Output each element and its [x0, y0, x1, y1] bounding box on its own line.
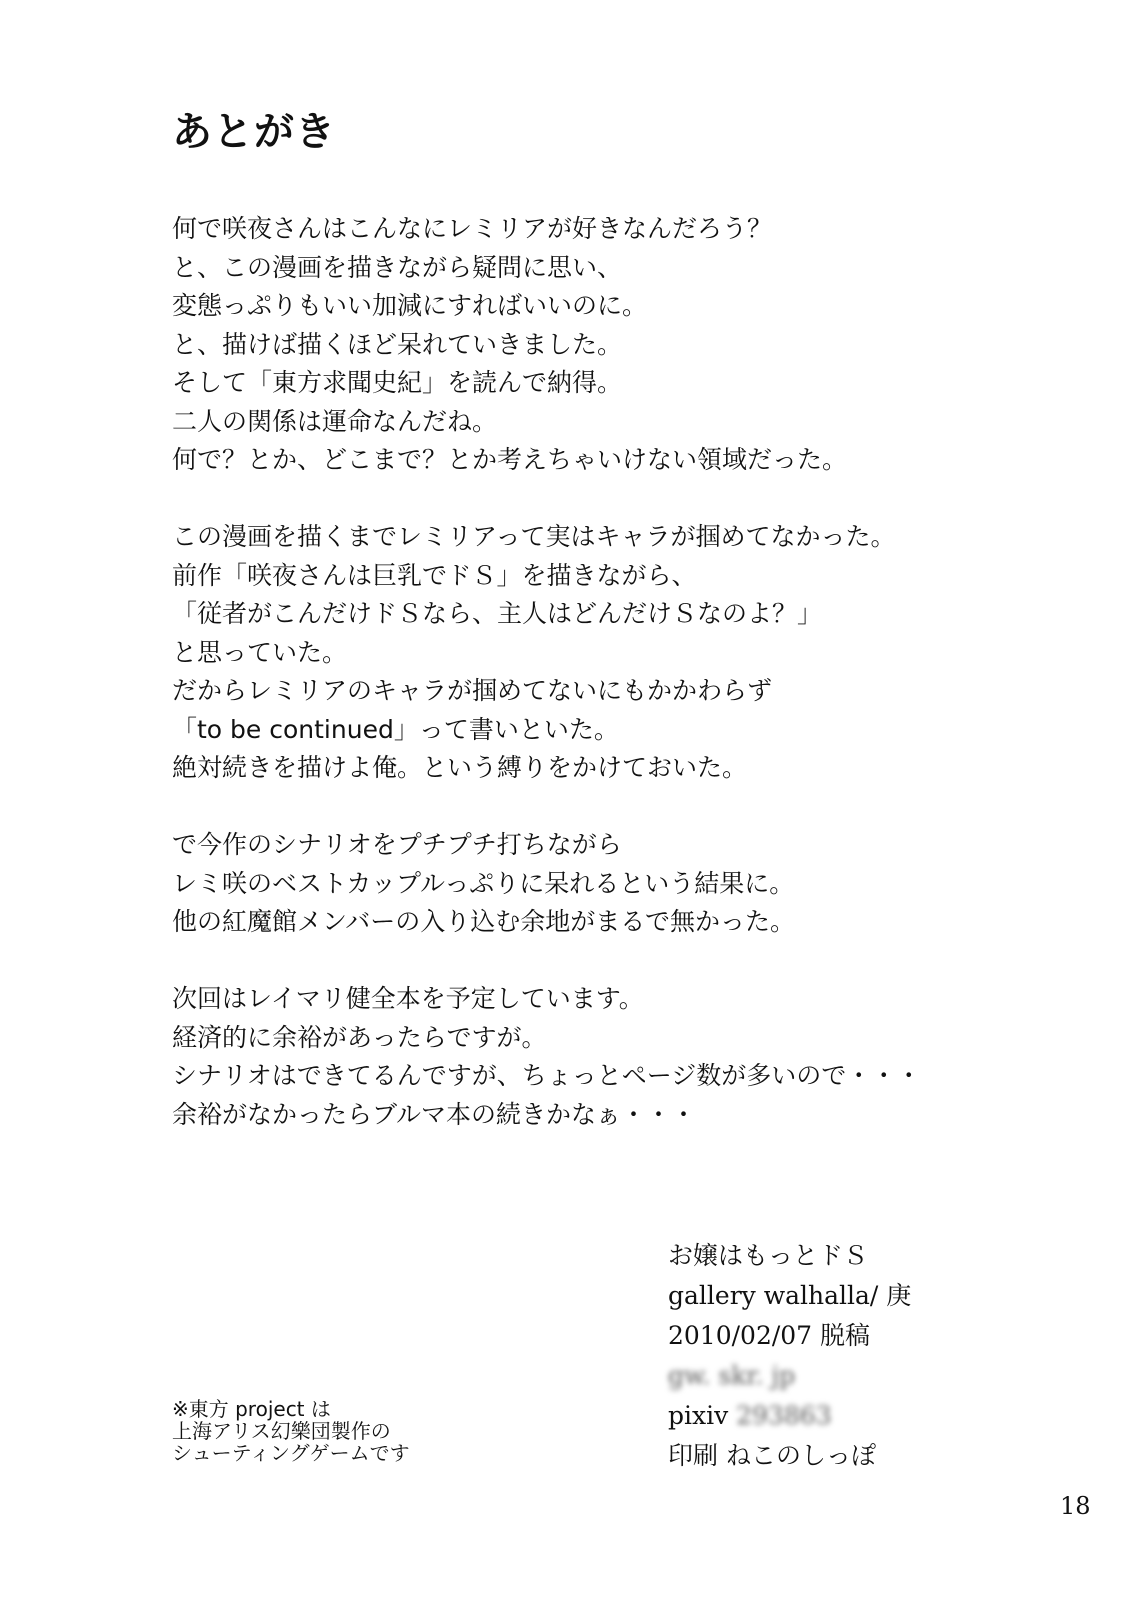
website-url: gw. skr. jp	[668, 1361, 796, 1390]
text-line: 経済的に余裕があったらですが。	[172, 1022, 547, 1052]
text-line: と、この漫画を描きながら疑問に思い、	[172, 252, 623, 282]
circle-name: gallery walhalla/ 庚	[668, 1281, 912, 1310]
colophon	[668, 1236, 911, 1476]
text-line: 他の紅魔館メンバーの入り込む余地がまるで無かった。	[172, 907, 796, 936]
text-line: 「従者がこんだけドＳなら、主人はどんだけＳなのよ？」	[172, 599, 823, 628]
afterword-body	[172, 210, 1072, 1173]
text-line: レミ咲のベストカップルっぷりに呆れるという結果に。	[172, 868, 795, 898]
text-line: 何で？とか、どこまで？とか考えちゃいけない領域だった。	[172, 445, 848, 474]
afterword-title: あとがき	[172, 109, 336, 155]
pixiv-label: pixiv	[668, 1401, 729, 1430]
pixiv-id: 293863	[736, 1401, 832, 1430]
note-line: ※東方 project は	[172, 1397, 331, 1421]
book-title: お嬢はもっとドＳ	[668, 1241, 869, 1270]
text-line: 余裕がなかったらブルマ本の続きかなぁ・・・	[172, 1099, 697, 1129]
text-line: 何で咲夜さんはこんなにレミリアが好きなんだろう？	[172, 214, 773, 243]
pixiv-line	[668, 1396, 911, 1436]
text-line: 変態っぷりもいい加減にすればいいのに。	[172, 291, 648, 320]
text-line: 「to be continued」って書いといた。	[172, 714, 619, 744]
copyright-note	[172, 1398, 410, 1464]
text-line: 二人の関係は運命なんだね。	[172, 406, 498, 436]
paragraph	[172, 980, 1072, 1134]
page-number: 18	[1060, 1492, 1091, 1520]
printer: 印刷 ねこのしっぽ	[668, 1441, 876, 1470]
text-line: 絶対続きを描けよ俺。という縛りをかけておいた。	[172, 753, 748, 782]
completion-date: 2010/02/07 脱稿	[668, 1321, 871, 1350]
text-line: と、描けば描くほど呆れていきました。	[172, 329, 623, 359]
text-line: だからレミリアのキャラが掴めてないにもかかわらず	[172, 676, 773, 705]
text-line: と思っていた。	[172, 637, 348, 667]
text-line: 次回はレイマリ健全本を予定しています。	[172, 984, 644, 1013]
text-line: そして「東方求聞史紀」を読んで納得。	[172, 368, 623, 397]
paragraph	[172, 826, 1072, 942]
text-line: シナリオはできてるんですが、ちょっとページ数が多いので・・・	[172, 1061, 922, 1090]
text-line: この漫画を描くまでレミリアって実はキャラが掴めてなかった。	[172, 522, 896, 551]
paragraph	[172, 210, 1072, 480]
paragraph	[172, 518, 1072, 788]
note-line: シューティングゲームです	[172, 1441, 410, 1465]
note-line: 上海アリス幻樂団製作の	[172, 1419, 391, 1443]
text-line: 前作「咲夜さんは巨乳でドＳ」を描きながら、	[172, 560, 697, 590]
text-line: で今作のシナリオをプチプチ打ちながら	[172, 830, 622, 859]
